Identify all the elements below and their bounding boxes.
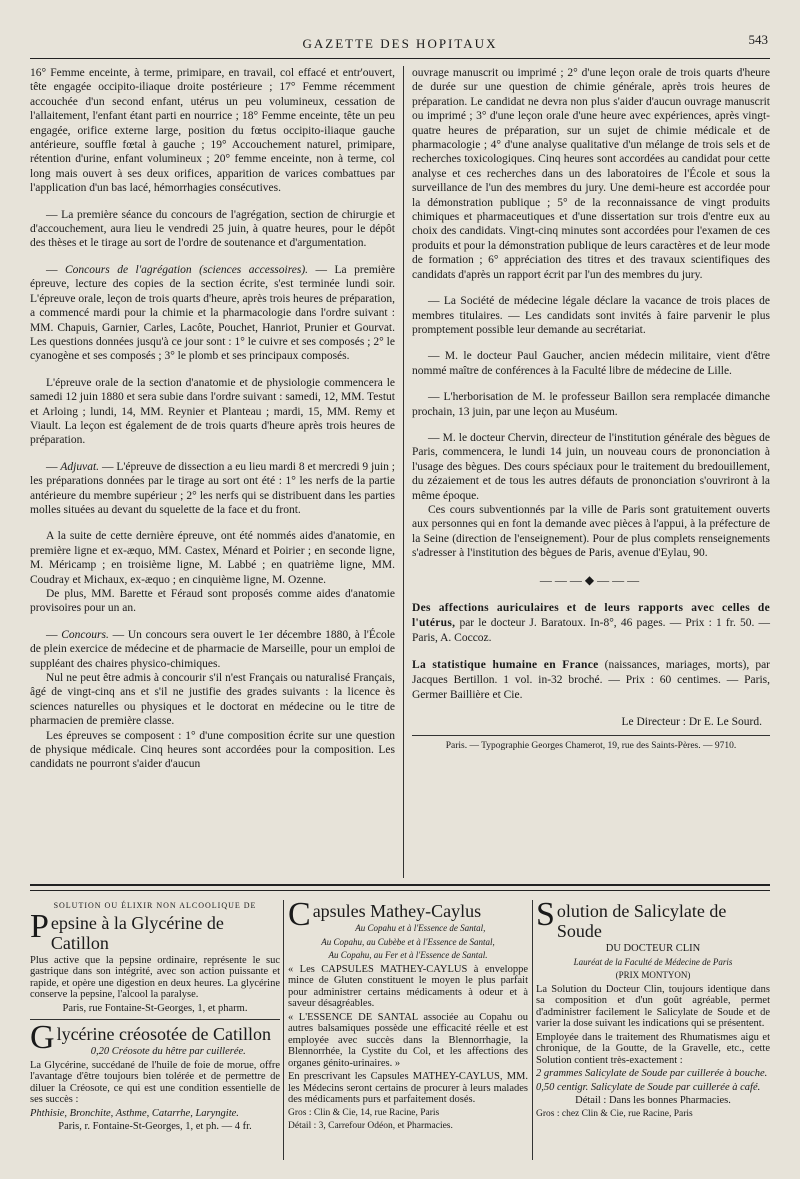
ad-body: En prescrivant les Capsules MATHEY-CAYLUS, MM. les Médecins seront certains de procurer à leurs malades des médicaments purs et parfaitement dosés. xyxy=(288,1071,528,1105)
ad-retail: Détail : 3, Carrefour Odéon, et Pharmacies. xyxy=(288,1121,453,1131)
ad-rule xyxy=(30,1019,280,1020)
ad-title-text: olution de Salicylate de Soude xyxy=(556,901,727,941)
ad-capsules-mathey-caylus xyxy=(288,896,528,1135)
article-paragraph: ouvrage manuscrit ou imprimé ; 2° d'une leçon orale de trois quarts d'heure de durée sur une question de chimie générale, après trois heures de préparation. Le candidat ne devra non plus s'aider d'aucun ouvrage manuscrit ou imprimé ; 3° d'une leçon orale d'une heure avec expériences, après vingt-quatre heures de préparation, sur un sujet de chimie médicale et de pharmacologie ; 4° d'une analyse qualitative d'un mélange de trois sels et de recherches toxicologiques. Cinq heures sont accordées au candidat pour cette analyse et ces recherches dans un des laboratoires de l'École et sous la surveillance de l'un des membres du jury. Une demi-heure est accordée pour la démonstration publique ; 5° de la reconnaissance de vingt produits chimiques et pharmaceutiques et d'une dissertation sur trois d'entre eux au choix des candidats. Vingt-cinq minutes sont accordées pour l'examen de ces produits et pour la démonstration publique de leurs caractères et de leur mode de formation ; 6° appréciation des titres et des travaux scientifiques des candidats d'après un rapport écrit par l'un des membres du jury. xyxy=(412,67,770,281)
ad-divider xyxy=(532,900,533,1160)
ad-address: Paris, r. Fontaine-St-Georges, 1, et ph. — 4 fr. xyxy=(58,1121,252,1132)
left-column xyxy=(30,66,395,772)
ad-variant: Au Copahu et à l'Essence de Santal, xyxy=(355,923,486,933)
ad-retail: Détail : Dans les bonnes Pharmacies. xyxy=(575,1095,731,1106)
ad-subtitle: 0,20 Créosote du hêtre par cuillerée. xyxy=(90,1046,246,1057)
rubric-heading: Concours. xyxy=(61,628,109,641)
book-notice xyxy=(412,658,770,703)
ad-body: « Les CAPSULES MATHEY-CAYLUS à enveloppe mince de Gluten constituent le moyen le plus parfait pour administrer certains médicaments à odeur et à saveur désagréables. xyxy=(288,963,528,1009)
column-divider xyxy=(403,66,404,878)
page-number: 543 xyxy=(748,32,768,47)
article-paragraph: Ces cours subventionnés par la ville de Paris sont gratuitement ouverts aux personnes qui en font la demande avec pièces à l'appui, à la préfecture de la Seine (direction de l'enseignement). Pour de plus complets renseignements s'adresser à l'institution des bègues de Paris, avenue d'Eylau, 90. xyxy=(412,503,770,560)
article-paragraph: — Concours de l'agrégation (sciences accessoires). — La première épreuve, lecture des copies de la section écrite, s'est terminée lundi soir. L'épreuve orale, leçon de trois quarts d'heure, après trois heures de préparation, a commencé mardi pour la chimie et la pharmacologie dans l'ordre suivant : MM. Chapuis, Garnier, Carles, Lacôte, Pouchet, Hanriot, Prunier et Gourvat. Les questions données jusqu'à ce jour sont : 1° le cuivre et ses composés ; 2° le cyanogène et ses composés ; 3° le plomb et ses principaux composés. xyxy=(30,263,396,363)
page-header xyxy=(0,30,800,52)
ad-subtitle: Lauréat de la Faculté de Médecine de Paris xyxy=(573,956,733,967)
article-paragraph: Les épreuves se composent : 1° d'une composition écrite sur une question de physique médicale. Cinq heures sont accordées pour la composition. Les candidats ne pourront s'aider d'aucun xyxy=(30,729,395,771)
ad-subtitle: DU DOCTEUR CLIN xyxy=(605,943,701,954)
rubric-heading: Adjuvat. xyxy=(60,460,100,473)
book-title: Des affections auriculaires et de leurs rapports avec celles de l'utérus, xyxy=(412,602,770,629)
ad-title-text: lycérine créosotée de Catillon xyxy=(56,1024,271,1044)
article-paragraph: Nul ne peut être admis à concourir s'il n'est Français ou naturalisé Français, âgé de vingt-cinq ans et s'il ne justifie des grades suivants : la licence ès sciences naturelles ou physiques et le doctorat en médecine ou le titre de pharmacien de première classe. xyxy=(30,672,395,728)
ad-subtitle: (PRIX MONTYON) xyxy=(615,970,691,980)
ad-variant: Au Copahu, au Fer et à l'Essence de Santal. xyxy=(328,950,488,960)
ad-title-text: epsine à la Glycérine de Catillon xyxy=(50,912,224,953)
ads-separator-rule xyxy=(30,890,770,891)
ad-wholesale: Gros : Clin & Cie, 14, rue Racine, Paris xyxy=(288,1107,440,1118)
ad-dose: 0,50 centigr. Salicylate de Soude par cuillerée à café. xyxy=(536,1081,761,1093)
article-paragraph: A la suite de cette dernière épreuve, ont été nommés aides d'anatomie, en première ligne et ex-æquo, MM. Castex, Ménard et Poirier ; en seconde ligne, M. Méricamp ; en troisième ligne, M. Labbé ; en quatrième ligne, MM. Coudray et Michaux, ex-æquo ; en cinquième ligne, M. Ozenne. xyxy=(30,530,395,586)
printer-line: Paris. — Typographie Georges Chamerot, 19, rue des Saints-Pères. — 9710. xyxy=(445,741,737,752)
ad-salicylate-clin xyxy=(536,896,770,1122)
ad-title-text: apsules Mathey-Caylus xyxy=(312,901,482,921)
ad-variant: Au Copahu, au Cubèbe et à l'Essence de Santal, xyxy=(321,936,495,947)
printer-rule xyxy=(412,735,770,736)
ad-title xyxy=(536,896,770,941)
article-paragraph: — La Société de médecine légale déclare la vacance de trois places de membres titulaires. — Les candidats sont invités à faire parvenir le plus promptement possible leur demande au secrétariat. xyxy=(412,295,770,336)
ad-kicker: SOLUTION OU ÉLIXIR NON ALCOOLIQUE DE xyxy=(53,901,257,910)
article-paragraph: L'épreuve orale de la section d'anatomie et de physiologie commencera le samedi 12 juin 1880 et sera subie dans l'ordre suivant : samedi, 12, MM. Testut et Arloing ; lundi, 14, MM. Reynier et Planteau ; mardi, 15, MM. Remy et Viault. La leçon est également de de trois quarts d'heure après trois heures de préparation. xyxy=(30,376,395,447)
ad-body: La Solution du Docteur Clin, toujours identique dans sa composition et d'un goût agréable, permet d'administrer facilement le Salicylate de Soude et de varier la dose suivant les indications qui se présentent. xyxy=(536,983,770,1029)
book-title: La statistique humaine en France xyxy=(412,659,599,671)
drop-cap: P xyxy=(30,907,49,945)
drop-cap: C xyxy=(288,896,311,933)
book-details: par le docteur J. Baratoux. In-8°, 46 pages. — Prix : 1 fr. 50. — Paris, A. Coccoz. xyxy=(412,617,770,644)
advertisements xyxy=(30,896,770,1170)
book-notice xyxy=(412,601,770,646)
article-paragraph: — M. le docteur Paul Gaucher, ancien médecin militaire, vient d'être nommé maître de conférences à la Faculté libre de médecine de Lille. xyxy=(412,350,770,377)
article-paragraph: 16° Femme enceinte, à terme, primipare, en travail, col effacé et entr'ouvert, tête engagée occipito-iliaque droite postérieure ; 17° Femme récemment accouchée d'un second enfant, utérus un peu volumineux, cessation de l'allaitement, l'enfant étant parti en nourrice ; 18° Femme enceinte, tête un peu engagée, orifice externe large, position du fœtus occipito-iliaque gauche antérieure, souffle fœtal à gauche ; 19° Accouchement naturel, primipare, rétention d'urine, enfant volumineux ; 20° femme enceinte, non à terme, col long mais ouvert à ses deux orifices, apparition de varices combattues par l'application d'un bas lacé, hémorrhagies consécutives. xyxy=(30,67,395,195)
paragraph-text: — La première épreuve, lecture des copies de la section écrite, s'est terminée lundi soir. L'épreuve orale, leçon de trois quarts d'heure, après trois heures de préparation, a commencé mardi pour la chimie et la pharmacologie dans l'ordre suivant : MM. Chapuis, Garnier, Carles, Lacôte, Pouchet, Hanriot, Prunier et Gourvat. Les questions données jusqu'à ce jour sont : 1° le cuivre et ses composés ; 2° le cyanogène et ses composés ; 3° le plomb et ses principaux composés. xyxy=(30,263,396,363)
header-rule xyxy=(30,58,770,59)
article-paragraph: — La première séance du concours de l'agrégation, section de chirurgie et d'accouchement, aura lieu le vendredi 25 juin, à quatre heures, pour le dépôt des thèses et le tirage au sort de l'ordre de soutenance et d'argumentation. xyxy=(30,208,395,250)
journal-title: GAZETTE DES HOPITAUX xyxy=(302,36,498,51)
ad-dose: 2 grammes Salicylate de Soude par cuillerée à bouche. xyxy=(536,1068,768,1079)
ad-address: Paris, rue Fontaine-St-Georges, 1, et pharm. xyxy=(62,1002,248,1014)
article-paragraph: De plus, MM. Barette et Féraud sont proposés comme aides d'anatomie provisoires pour un an. xyxy=(30,588,395,615)
paragraph-text: — L'épreuve de dissection a eu lieu mardi 8 et mercredi 9 juin ; les préparations données par le tirage au sort ont été : 1° les nerfs de la partie antérieure du membre supérieur ; 2° les nerfs qui se distribuent dans les parties molles situées au devant du squelette de la face et du front. xyxy=(30,460,396,516)
paragraph-text: — Un concours sera ouvert le 1er décembre 1880, à l'École de plein exercice de médecine et de pharmacie de Marseille, pour un emploi de suppléant des chaires physico-chimiques. xyxy=(30,628,396,670)
drop-cap: G xyxy=(30,1019,55,1056)
ads-separator-rule xyxy=(30,884,770,886)
fleuron-ornament: ———◆——— xyxy=(539,572,643,587)
book-details: (naissances, mariages, morts), par Jacques Bertillon. 1 vol. in-32 broché. — Prix : 60 centimes. — Paris, Germer Baillière et Cie. xyxy=(412,659,770,701)
drop-cap: S xyxy=(536,896,555,933)
article-paragraph: — L'herborisation de M. le professeur Baillon sera remplacée dimanche prochain, 13 juin, par une leçon au Muséum. xyxy=(412,391,770,418)
ad-body: Plus active que la pepsine ordinaire, représente le suc gastrique dans son intégrité, avec son action puissante et rapide, et opère une digestion en deux heures. La glycérine conserve la pepsine, l'alcool la paralyse. xyxy=(30,954,280,1000)
article-paragraph: — Concours. — Un concours sera ouvert le 1er décembre 1880, à l'École de plein exercice de médecine et de pharmacie de Marseille, pour un emploi de suppléant des chaires physico-chimiques. xyxy=(30,628,396,670)
ad-body: Employée dans le traitement des Rhumatismes aigu et chronique, de la Goutte, de la Gravelle, etc., cette Solution contient très-exactement : xyxy=(536,1031,770,1066)
ad-divider xyxy=(283,900,284,1160)
ad-pepsine-catillon xyxy=(30,900,280,1135)
ad-title xyxy=(30,907,280,953)
ad-body: « L'ESSENCE DE SANTAL associée au Copahu ou autres balsamiques possède une efficacité réelle et est employée avec succès dans la Blennorrhagie, la Blennorrhée, la Cystite du Col, et les affections des organes génito-urinaires. » xyxy=(288,1011,528,1069)
ad-wholesale: Gros : chez Clin & Cie, rue Racine, Paris xyxy=(536,1108,693,1119)
director-signature: Le Directeur : Dr E. Le Sourd. xyxy=(621,716,762,728)
article-paragraph: — M. le docteur Chervin, directeur de l'institution générale des bègues de Paris, commencera, le lundi 14 juin, un nouveau cours de prononciation à l'usage des bègues. Des cours spéciaux pour le traitement du bredouillement, du zézaiement et de tous les autres défauts de prononciation s'ouvriront à la même époque. xyxy=(412,431,770,502)
article-paragraph: — Adjuvat. — L'épreuve de dissection a eu lieu mardi 8 et mercredi 9 juin ; les préparations données par le tirage au sort ont été : 1° les nerfs de la partie antérieure du membre supérieur ; 2° les nerfs qui se distribuent dans les parties molles situées au devant du squelette de la face et du front. xyxy=(30,460,396,516)
rubric-heading: Concours de l'agrégation (sciences accessoires). xyxy=(64,263,309,276)
ad-body: La Glycérine, succédané de l'huile de foie de morue, offre l'avantage d'être toujours bien tolérée et de permettre de diluer la Créosote, ce qui est une condition essentielle de ses succès : xyxy=(30,1059,280,1105)
ad-indications: Phthisie, Bronchite, Asthme, Catarrhe, Laryngite. xyxy=(30,1107,239,1119)
right-column xyxy=(412,66,770,752)
